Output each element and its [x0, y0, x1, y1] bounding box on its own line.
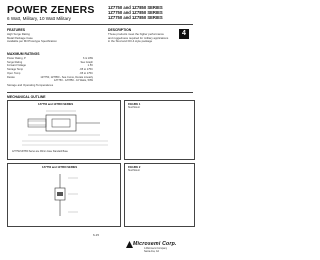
- features-heading: FEATURES: [7, 28, 26, 32]
- axial-outline-drawing: [8, 164, 120, 226]
- section-tab: 4: [179, 29, 189, 39]
- series-line-2: 1Z7750 and 1Z7850 SERIES: [108, 10, 163, 15]
- page-title: POWER ZENERS: [7, 4, 95, 16]
- figure-2-label: FIGURE 2: [128, 166, 141, 169]
- outline-title-1: 1Z7750 and 1Z7850 SERIES: [38, 103, 74, 106]
- rating-label: Storage Temp: [7, 68, 24, 72]
- feature-item: Available per Mil Prototype Specification: [7, 39, 57, 43]
- feature-item: Metal Package Case: [7, 35, 33, 40]
- feature-item: High Surge Rating: [7, 32, 30, 36]
- rating-value: -65 to 175C: [79, 71, 93, 75]
- rating-value: -65 to 175C: [79, 68, 93, 72]
- mechanical-heading: MECHANICAL OUTLINE: [7, 95, 46, 99]
- outline-box-3: [124, 100, 195, 160]
- description-line: These products meet the higher performance: [108, 32, 164, 36]
- section-rule: [7, 92, 193, 93]
- outline-box-4: [124, 163, 195, 227]
- company-address-1: A Microsemi Company: [144, 248, 167, 250]
- figure-1-sub: Stud Mount: [128, 107, 140, 109]
- ratings-heading: MAXIMUM RATINGS: [7, 52, 40, 56]
- description-line: in the Stud and DO-4 style package: [108, 39, 153, 43]
- rating-value: 1Z7750 - 1Z7850 - 10 Watts, 50W: [53, 79, 93, 83]
- outline-title-2: 1Z7750 and 1Z7850 SERIES: [42, 166, 78, 169]
- company-address-2: Santa Ana, CA: [144, 251, 160, 253]
- rating-value: 1.5V: [87, 64, 93, 68]
- outline-caption-1: 1Z7750/1Z7850 Series are Mirror-Case Standard Base: [12, 151, 68, 153]
- rating-label: Surge Rating: [7, 60, 23, 64]
- header-rule: [7, 24, 193, 25]
- ratings-footer: Storage and Operating Temperatures: [7, 83, 54, 87]
- figure-1-label: FIGURE 1: [128, 103, 141, 106]
- ratings-table: [7, 57, 93, 83]
- outline-box-1: [7, 100, 121, 160]
- description-heading: DESCRIPTION: [108, 28, 132, 32]
- rating-value: See Graph: [80, 60, 93, 64]
- series-line-1: 1Z7750 and 1Z7850 SERIES: [108, 5, 163, 10]
- rating-value: 1Z7750, 1Z7850 - See Curve, Derate Linearly: [40, 75, 93, 79]
- figure-2-sub: Stud Mount: [128, 170, 140, 172]
- series-line-3: 1Z7750 and 1Z7850 SERIES: [108, 15, 163, 20]
- company-logo-icon: [126, 241, 133, 248]
- rating-label: Power Rating, P: [7, 57, 26, 60]
- rating-label: Oper. Temp: [7, 71, 21, 75]
- page-number: 6-15: [93, 233, 100, 237]
- description-line: and ruggedness required for military applications: [108, 35, 169, 40]
- company-logo-text: Microsemi Corp.: [133, 241, 177, 247]
- rating-value: 6 & 10W: [83, 57, 93, 60]
- outline-box-2: [7, 163, 121, 227]
- rating-label: Forward Voltage: [7, 64, 26, 68]
- page-subtitle: 6 Watt, Military, 10 Watt Military: [7, 16, 71, 21]
- rating-label: Derate: [7, 75, 15, 79]
